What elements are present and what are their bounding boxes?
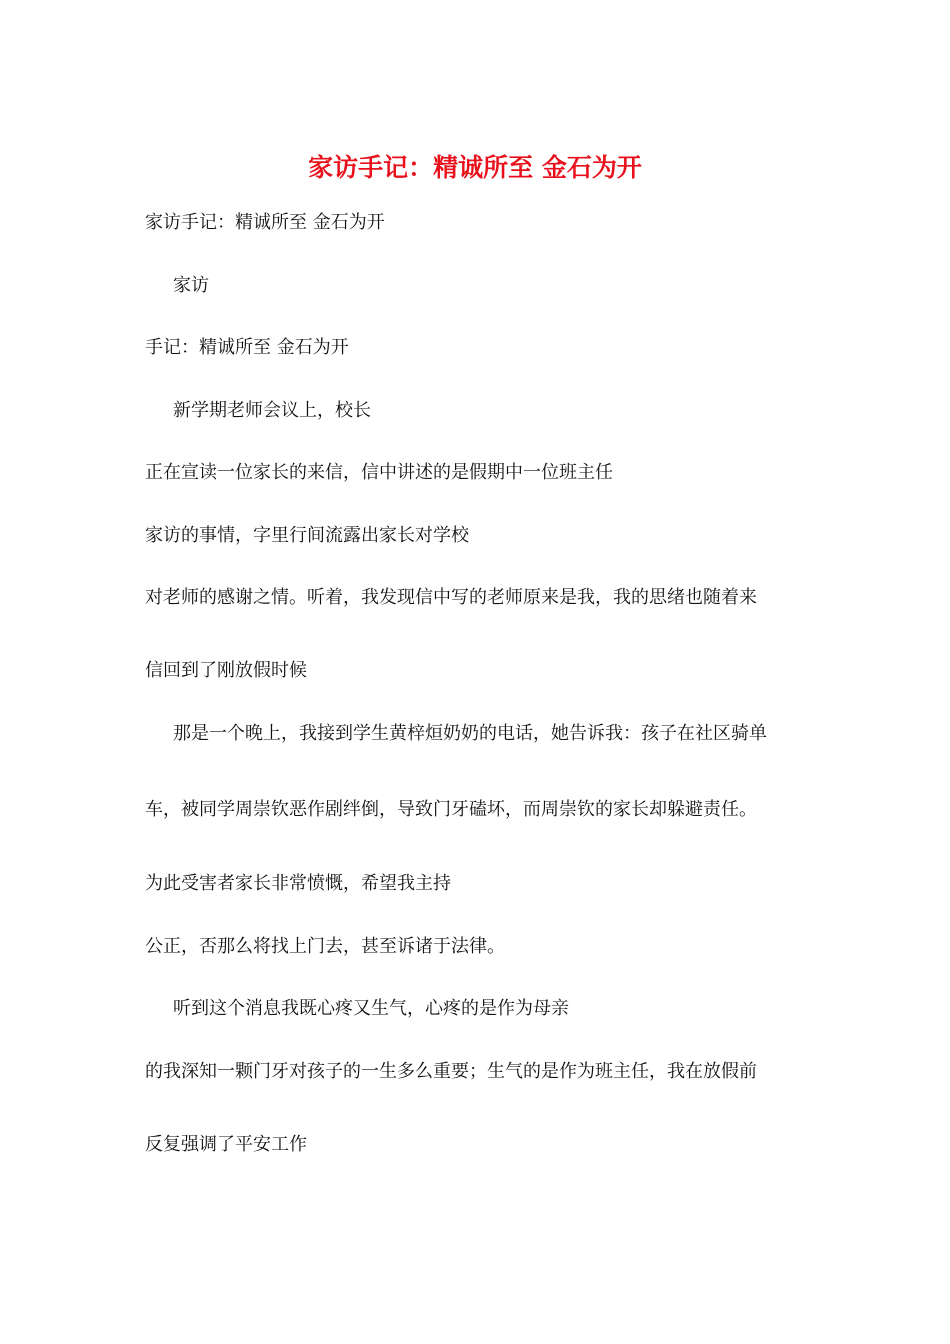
text-line: 家访 xyxy=(173,275,209,296)
text-line: 手记：精诚所至 金石为开 xyxy=(145,337,349,358)
text-line: 家访手记：精诚所至 金石为开 xyxy=(145,212,385,233)
text-line: 对老师的感谢之情。听着，我发现信中写的老师原来是我，我的思绪也随着来 xyxy=(145,587,757,608)
text-line: 信回到了刚放假时候 xyxy=(145,660,307,681)
text-line: 反复强调了平安工作 xyxy=(145,1134,307,1155)
text-line: 车，被同学周崇钦恶作剧绊倒，导致门牙磕坏，而周崇钦的家长却躲避责任。 xyxy=(145,799,757,820)
text-line: 家访的事情，字里行间流露出家长对学校 xyxy=(145,525,469,546)
text-line: 听到这个消息我既心疼又生气，心疼的是作为母亲 xyxy=(173,998,569,1019)
text-line: 那是一个晚上，我接到学生黄梓烜奶奶的电话，她告诉我：孩子在社区骑单 xyxy=(173,723,767,744)
document-title: 家访手记：精诚所至 金石为开 xyxy=(308,153,642,182)
text-line: 的我深知一颗门牙对孩子的一生多么重要；生气的是作为班主任，我在放假前 xyxy=(145,1061,757,1082)
text-line: 新学期老师会议上，校长 xyxy=(173,400,371,421)
text-line: 公正，否那么将找上门去，甚至诉诸于法律。 xyxy=(145,936,505,957)
text-line: 为此受害者家长非常愤慨，希望我主持 xyxy=(145,873,451,894)
text-line: 正在宣读一位家长的来信，信中讲述的是假期中一位班主任 xyxy=(145,462,613,483)
